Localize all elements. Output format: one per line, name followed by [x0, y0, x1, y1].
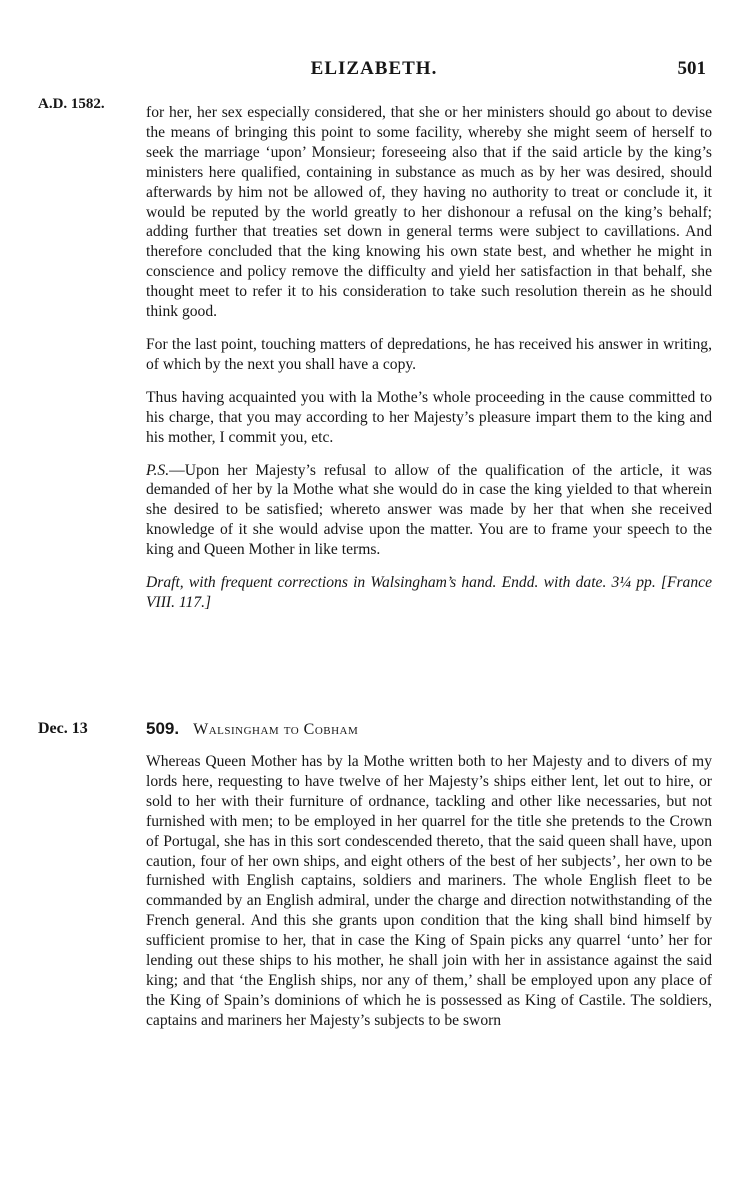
main-text	[146, 103, 712, 613]
paragraph-3: Thus having acquainted you with la Mothe’s whole proceeding in the cause committed to his charge, that you may according to her Majesty’s pleasure impart them to the king and his mother, I commit you, etc.	[146, 388, 712, 446]
entry-body	[146, 752, 712, 1031]
entry-paragraph: Whereas Queen Mother has by la Mothe written both to her Majesty and to divers of my lords here, requesting to have twelve of her Majesty’s ships either lent, let out to hire, or sold to her with their furniture of ordnance, tackling and other like necessaries, but not furnished with men; to be employed in her quarrel for the title she pretends to the Crown of Portugal, she has in this sort condescended thereto, that the said queen shall have, upon caution, four of her own ships, and eight others of the best of her subjects’, her own to be furnished with English captains, soldiers and mariners. The whole English fleet to be commanded by an English admiral, under the charge and direction notwithstanding of the French general. And this she grants upon condition that the king shall bind himself by sufficient promise to her, that in case the King of Spain picks any quarrel ‘unto’ her for lending out these ships to his mother, he shall join with her in assistance against the said king; and that ‘the English ships, nor any of them,’ shall be employed upon any place of the King of Spain’s dominions of which he is possessed as King of Castile. The soldiers, captains and mariners her Majesty’s subjects to be sworn	[146, 753, 712, 1029]
editorial-note: Draft, with frequent corrections in Walsingham’s hand. Endd. with date. 3¼ pp. [France VIII. 117.]	[146, 574, 712, 611]
entry-heading	[146, 719, 358, 739]
margin-year: A.D. 1582.	[38, 96, 105, 112]
page-title: ELIZABETH.	[310, 58, 438, 79]
page-number: 501	[677, 58, 706, 79]
postscript	[146, 461, 712, 561]
paragraph-2: For the last point, touching matters of depredations, he has received his answer in writing, of which by the next you shall have a copy.	[146, 335, 712, 373]
paragraph-1: for her, her sex especially considered, that she or her ministers should go about to devise the means of bringing this point to some facility, whereby she might seem of herself to seek the marriage ‘upon’ Monsieur; foreseeing also that if the said article by the king’s ministers here qualified, containing in substance as much as by her was desired, should afterwards by him not be allowed of, they having no authority to treat or conclude it, it would be reputed by the world greatly to her dishonour a refusal on the king’s behalf; adding further that treaties set down in general terms were subject to cavillations. And therefore concluded that the king knowing his own state best, and whether he might in conscience and policy remove the difficulty and yield her satisfaction in that behalf, she thought meet to refer it to his consideration to take such resolution therein as he should think good.	[146, 104, 712, 321]
entry-title: Walsingham to Cobham	[193, 721, 359, 738]
margin-date: Dec. 13	[38, 720, 88, 737]
running-head	[0, 58, 748, 82]
ps-text: —Upon her Majesty’s refusal to allow of the qualification of the article, it was demanded of her by la Mothe what she would do in case the king yielded to that wherein she desired to be satisfied; whereto answer was made by her that when she received knowledge of it she would advise upon the matter. You are to frame your speech to the king and Queen Mother in like terms.	[146, 461, 712, 559]
ps-label: P.S.	[146, 461, 170, 479]
entry-number: 509.	[146, 719, 180, 738]
